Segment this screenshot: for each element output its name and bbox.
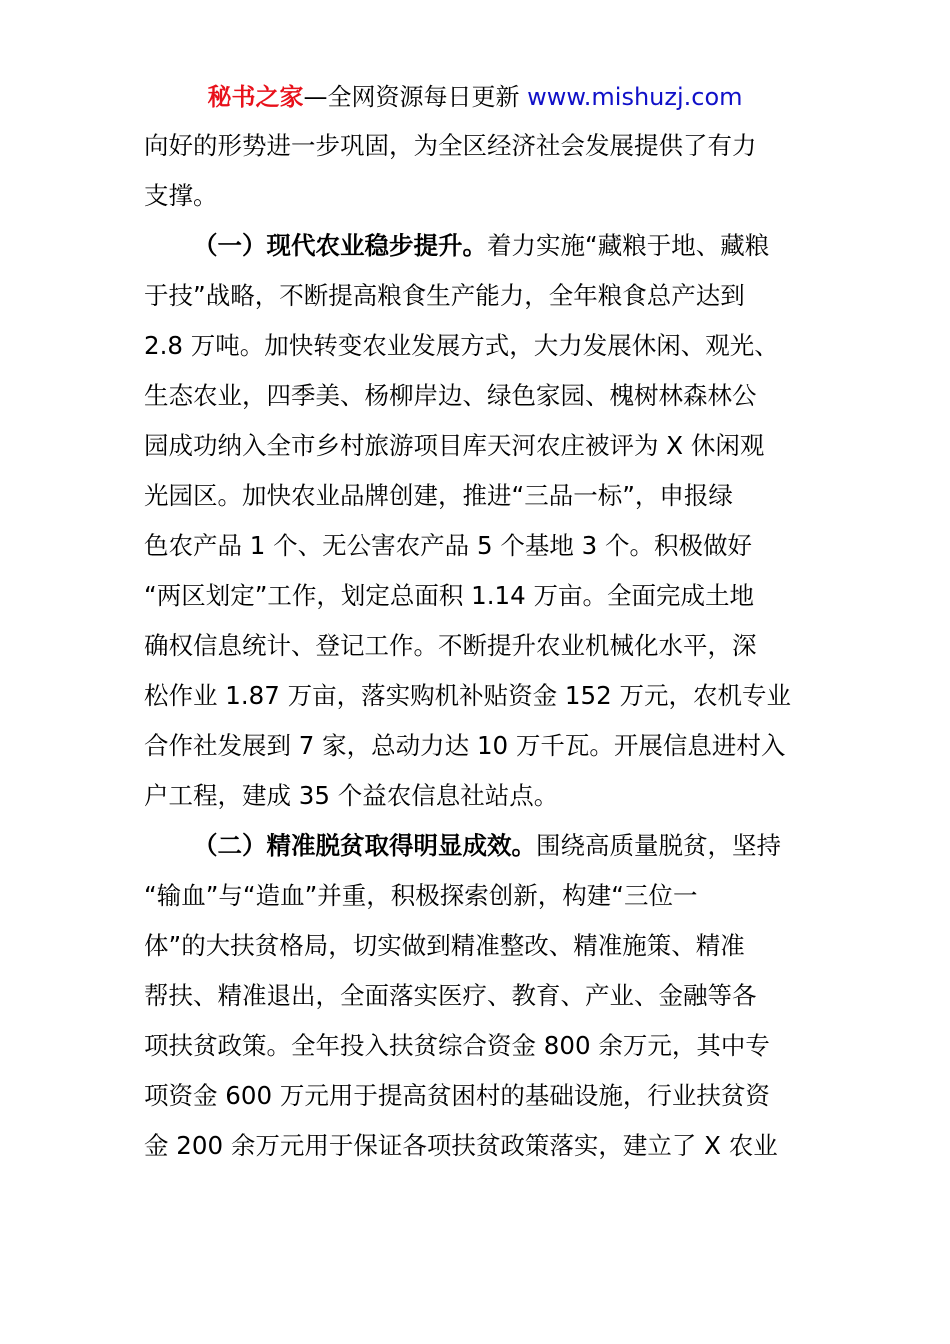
- text-line: 色农产品 1 个、无公害农产品 5 个基地 3 个。积极做好: [144, 531, 752, 560]
- text-line: 金 200 余万元用于保证各项扶贫政策落实，建立了 X 农业: [144, 1131, 778, 1160]
- paragraph-poverty-alleviation: [144, 821, 808, 1171]
- text-line: 项扶贫政策。全年投入扶贫综合资金 800 余万元，其中专: [144, 1031, 770, 1060]
- paragraph-modern-agriculture: [144, 221, 808, 821]
- text-line: 帮扶、精准退出，全面落实医疗、教育、产业、金融等各: [144, 981, 757, 1010]
- text-line: 合作社发展到 7 家，总动力达 10 万千瓦。开展信息进村入: [144, 731, 786, 760]
- site-header: [0, 80, 950, 114]
- text-line: 生态农业，四季美、杨柳岸边、绿色家园、槐树林森林公: [144, 381, 757, 410]
- text-line: 体”的大扶贫格局，切实做到精准整改、精准施策、精准: [144, 931, 745, 960]
- text-line: 于技”战略，不断提高粮食生产能力，全年粮食总产达到: [144, 281, 745, 310]
- site-url-link[interactable]: www.mishuzj.com: [527, 83, 743, 111]
- text-line: 支撑。: [144, 181, 218, 210]
- section-heading: （一）现代农业稳步提升。: [193, 231, 487, 260]
- text-line: “两区划定”工作，划定总面积 1.14 万亩。全面完成土地: [144, 581, 755, 610]
- text-line: 向好的形势进一步巩固，为全区经济社会发展提供了有力: [144, 131, 757, 160]
- text-run: 着力实施“藏粮于地、藏粮: [487, 231, 770, 260]
- site-tagline: —全网资源每日更新: [303, 83, 520, 111]
- paragraph-first-line: [144, 221, 808, 271]
- text-line: 户工程，建成 35 个益农信息社站点。: [144, 781, 559, 810]
- site-brand: 秘书之家: [207, 83, 304, 111]
- section-heading: （二）精准脱贫取得明显成效。: [193, 831, 536, 860]
- text-line: 松作业 1.87 万亩，落实购机补贴资金 152 万元，农机专业: [144, 681, 791, 710]
- document-body: [144, 121, 808, 1171]
- text-run: 围绕高质量脱贫，坚持: [536, 831, 781, 860]
- text-line: “输血”与“造血”并重，积极探索创新，构建“三位一: [144, 881, 698, 910]
- paragraph-intro: [144, 121, 808, 221]
- text-line: 园成功纳入全市乡村旅游项目库天河农庄被评为 X 休闲观: [144, 431, 765, 460]
- text-line: 2.8 万吨。加快转变农业发展方式，大力发展休闲、观光、: [144, 331, 779, 360]
- text-line: 确权信息统计、登记工作。不断提升农业机械化水平，深: [144, 631, 757, 660]
- text-line: 项资金 600 万元用于提高贫困村的基础设施，行业扶贫资: [144, 1081, 770, 1110]
- text-line: 光园区。加快农业品牌创建，推进“三品一标”，申报绿: [144, 481, 733, 510]
- paragraph-first-line: [144, 821, 808, 871]
